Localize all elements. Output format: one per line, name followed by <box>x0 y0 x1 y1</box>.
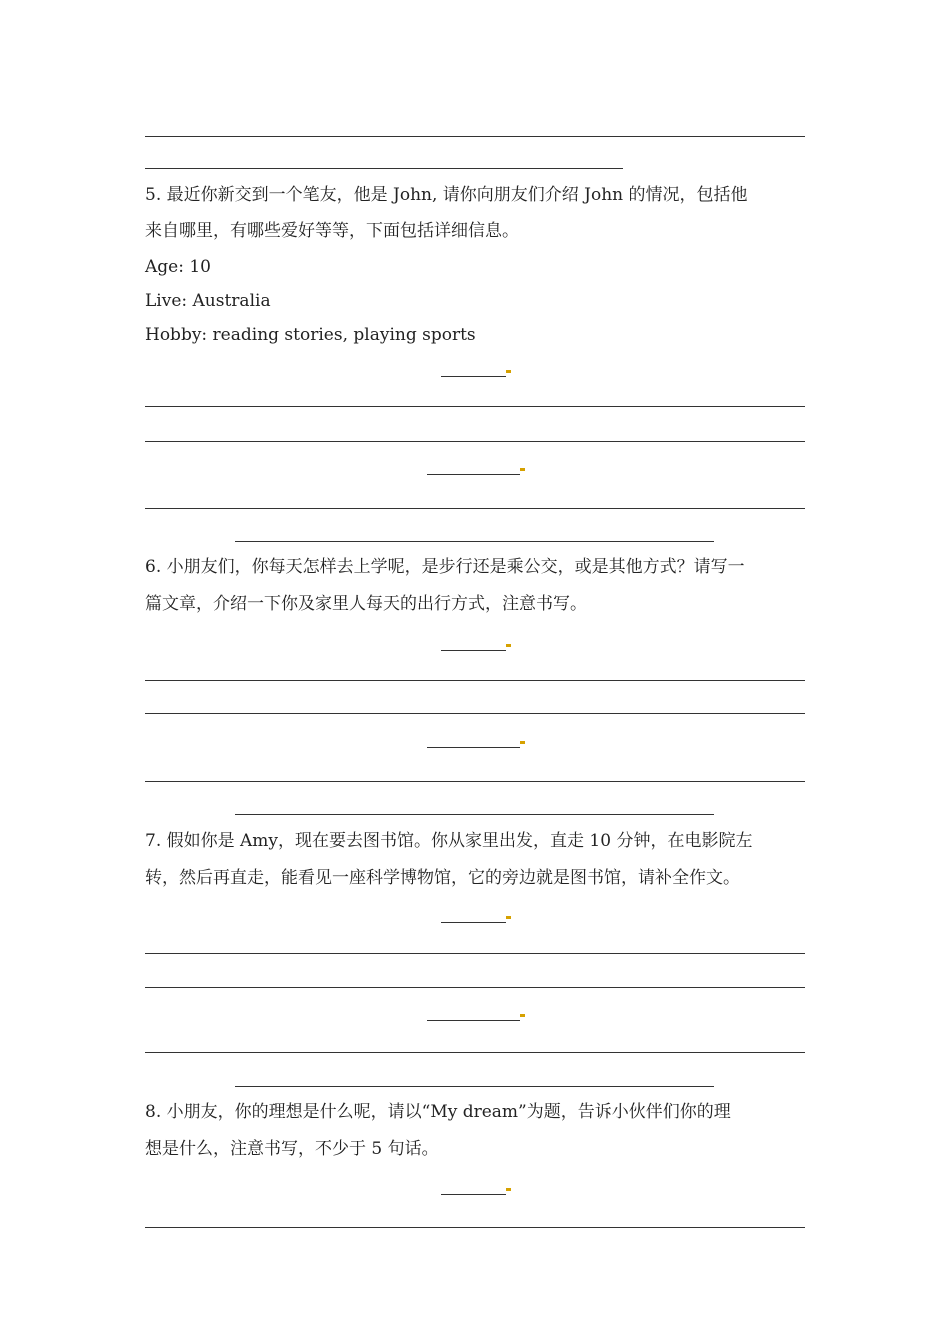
question-5-line-2: 来自哪里，有哪些爱好等等，下面包括详细信息。 <box>145 221 519 241</box>
middle-blank <box>427 1020 520 1021</box>
answer-line <box>145 136 805 137</box>
blank-marker <box>506 370 511 373</box>
blank-marker <box>506 916 511 919</box>
question-7-line-2: 转，然后再直走，能看见一座科学博物馆，它的旁边就是图书馆，请补全作文。 <box>145 868 740 888</box>
question-6-line-1: 6. 小朋友们，你每天怎样去上学呢，是步行还是乘公交，或是其他方式？请写一 <box>145 557 745 577</box>
info-age: Age: 10 <box>145 257 211 277</box>
title-blank <box>441 922 506 923</box>
answer-line <box>145 168 623 169</box>
answer-line <box>145 508 805 509</box>
answer-line <box>235 814 714 815</box>
middle-blank <box>427 474 520 475</box>
title-blank <box>441 650 506 651</box>
title-blank <box>441 376 506 377</box>
blank-marker <box>520 741 525 744</box>
question-7-line-1: 7. 假如你是 Amy，现在要去图书馆。你从家里出发，直走 10 分钟，在电影院左 <box>145 831 753 851</box>
question-6-line-2: 篇文章，介绍一下你及家里人每天的出行方式，注意书写。 <box>145 594 587 614</box>
info-hobby: Hobby: reading stories, playing sports <box>145 325 476 345</box>
answer-line <box>145 953 805 954</box>
answer-line <box>145 441 805 442</box>
answer-line <box>145 987 805 988</box>
info-live: Live: Australia <box>145 291 271 311</box>
blank-marker <box>520 1014 525 1017</box>
answer-line <box>145 713 805 714</box>
question-8-line-1: 8. 小朋友，你的理想是什么呢，请以“My dream”为题，告诉小伙伴们你的理 <box>145 1102 731 1122</box>
answer-line <box>145 1227 805 1228</box>
blank-marker <box>506 644 511 647</box>
middle-blank <box>427 747 520 748</box>
question-5-line-1: 5. 最近你新交到一个笔友，他是 John, 请你向朋友们介绍 John 的情况，包括他 <box>145 185 748 205</box>
blank-marker <box>520 468 525 471</box>
question-8-line-2: 想是什么，注意书写，不少于 5 句话。 <box>145 1139 439 1159</box>
answer-line <box>145 781 805 782</box>
answer-line <box>235 541 714 542</box>
answer-line <box>145 680 805 681</box>
answer-line <box>145 406 805 407</box>
title-blank <box>441 1194 506 1195</box>
answer-line <box>235 1086 714 1087</box>
answer-line <box>145 1052 805 1053</box>
blank-marker <box>506 1188 511 1191</box>
